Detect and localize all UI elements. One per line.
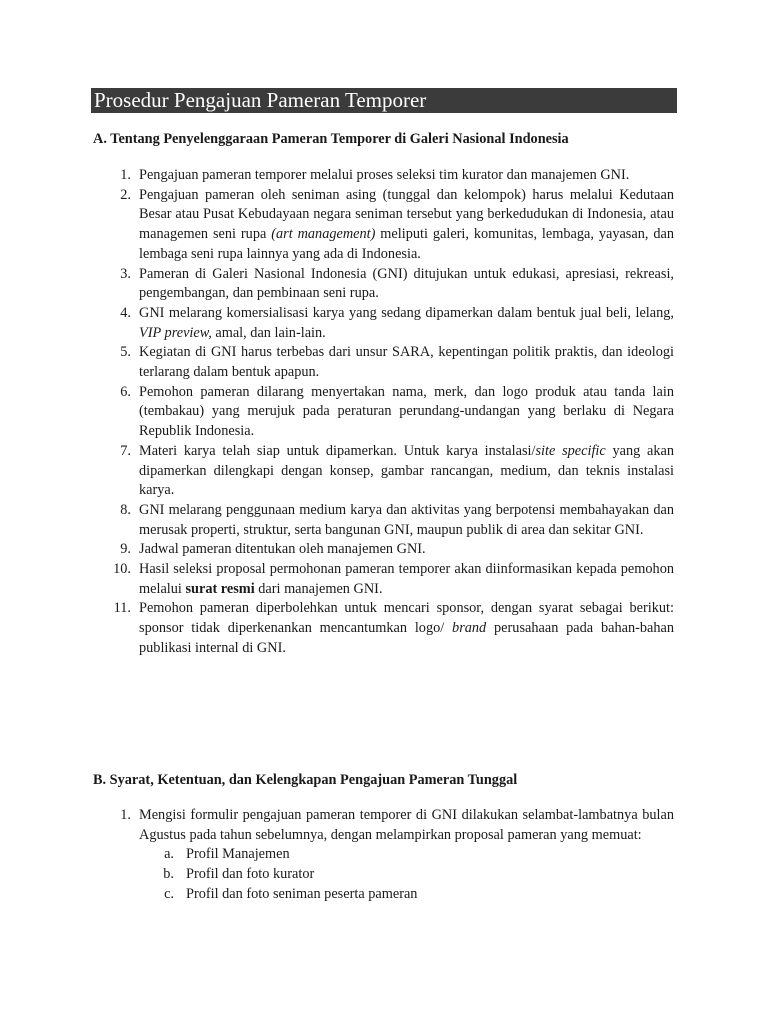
list-item-text [139, 540, 674, 560]
text-run: amal, dan lain-lain. [211, 324, 326, 341]
list-item-text [139, 186, 674, 265]
section-b-list [0, 806, 768, 905]
list-item-text [139, 304, 674, 343]
italic-text: brand [452, 620, 487, 637]
section-a-list [0, 166, 768, 659]
italic-text: VIP preview, [139, 324, 212, 341]
list-item-number: 8. [120, 501, 131, 518]
text-run: dari manajemen GNI. [254, 580, 383, 597]
list-item-text [139, 166, 674, 186]
list-item-text [139, 343, 674, 382]
list-item [0, 186, 768, 265]
list-item-number: 6. [120, 383, 131, 400]
list-item-number: 1. [120, 807, 131, 823]
sub-list-item-text: Profil dan foto seniman peserta pameran [186, 885, 418, 902]
text-run: Pemohon pameran dilarang menyertakan nama, merk, dan logo produk atau tanda lain (tembakau) yang merujuk pada peraturan perundang-undangan yang berlaku di Negara Republik Indonesia. [139, 383, 674, 440]
text-run: Hasil seleksi proposal permohonan pameran temporer akan diinformasikan kepada pemohon melalui [139, 561, 674, 597]
list-item-number: 1. [120, 167, 131, 183]
list-item [0, 265, 768, 304]
list-item-text [139, 806, 674, 845]
text-run: Pengajuan pameran oleh seniman asing (tunggal dan kelompok) harus melalui Kedutaan Besar atau Pusat Kebudayaan negara seniman tersebut yang berkedudukan di Indonesia, atau managemen seni rupa [139, 186, 674, 243]
italic-text: site specific [535, 442, 606, 459]
list-item-number: 2. [120, 186, 131, 203]
list-item-number: 9. [120, 541, 131, 558]
sub-list-item-text: Profil Manajemen [186, 846, 290, 863]
sub-list-item-letter: b. [163, 866, 174, 883]
list-item-number: 3. [120, 265, 131, 282]
sub-list-item [0, 845, 768, 865]
text-run: Pemohon pameran diperbolehkan untuk mencari sponsor, dengan syarat sebagai berikut: sponsor tidak diperkenankan mencantumkan logo/ [139, 600, 674, 637]
list-item [0, 501, 768, 540]
sub-list-item [0, 885, 768, 905]
list-item [0, 599, 768, 658]
text-run: meliputi galeri, komunitas, lembaga, yayasan, dan lembaga seni rupa lainnya yang ada di Indonesia. [139, 226, 674, 262]
list-item-text [139, 442, 674, 501]
sub-list-item [0, 865, 768, 885]
list-item [0, 540, 768, 560]
list-item [0, 304, 768, 343]
list-item [0, 806, 768, 845]
list-item [0, 166, 768, 186]
list-item-number: 10. [113, 561, 131, 578]
text-run: GNI melarang komersialisasi karya yang sedang dipamerkan dalam bentuk jual beli, lelang, [139, 304, 674, 321]
list-item [0, 343, 768, 382]
list-item-text [139, 265, 674, 304]
text-run: Jadwal pameran ditentukan oleh manajemen GNI. [139, 541, 426, 558]
list-item-text [139, 599, 674, 658]
list-item-number: 7. [120, 442, 131, 459]
section-a-heading: A. Tentang Penyelenggaraan Pameran Temporer di Galeri Nasional Indonesia [93, 131, 569, 147]
list-item-text [139, 383, 674, 442]
list-item-number: 4. [120, 304, 131, 321]
list-item-text [139, 560, 674, 599]
list-item-number: 5. [120, 344, 131, 361]
text-run: Kegiatan di GNI harus terbebas dari unsur SARA, kepentingan politik praktis, dan ideologi terlarang dalam bentuk apapun. [139, 344, 674, 381]
list-item-text [139, 501, 674, 540]
list-item [0, 560, 768, 599]
sub-list-item-text: Profil dan foto kurator [186, 866, 315, 883]
text-run: Pameran di Galeri Nasional Indonesia (GNI) ditujukan untuk edukasi, apresiasi, rekreasi, pengembangan, dan pembinaan seni rupa. [139, 265, 674, 302]
text-run: Pengajuan pameran temporer melalui proses seleksi tim kurator dan manajemen GNI. [139, 167, 630, 183]
bold-text: surat resmi [185, 580, 255, 597]
italic-text: (art management) [271, 226, 376, 243]
list-item [0, 442, 768, 501]
text-run: perusahaan pada bahan-bahan publikasi internal di GNI. [139, 620, 674, 656]
section-b-heading: B. Syarat, Ketentuan, dan Kelengkapan Pengajuan Pameran Tunggal [93, 772, 518, 788]
list-item-number: 11. [113, 600, 131, 617]
text-run: yang akan dipamerkan dilengkapi dengan konsep, gambar rancangan, medium, dan teknis instalasi karya. [139, 442, 674, 499]
sub-list-item-letter: c. [164, 885, 174, 902]
page-title: Prosedur Pengajuan Pameran Temporer [91, 88, 677, 113]
text-run: Mengisi formulir pengajuan pameran temporer di GNI dilakukan selambat-lambatnya bulan Agustus pada tahun sebelumnya, dengan melampirkan proposal pameran yang memuat: [139, 807, 674, 843]
list-item [0, 383, 768, 442]
text-run: Materi karya telah siap untuk dipamerkan. Untuk karya instalasi/ [139, 442, 536, 459]
sub-list-item-letter: a. [164, 846, 174, 863]
text-run: GNI melarang penggunaan medium karya dan aktivitas yang berpotensi membahayakan dan merusak properti, struktur, serta bangunan GNI, maupun publik di area dan sekitar GNI. [139, 501, 674, 538]
